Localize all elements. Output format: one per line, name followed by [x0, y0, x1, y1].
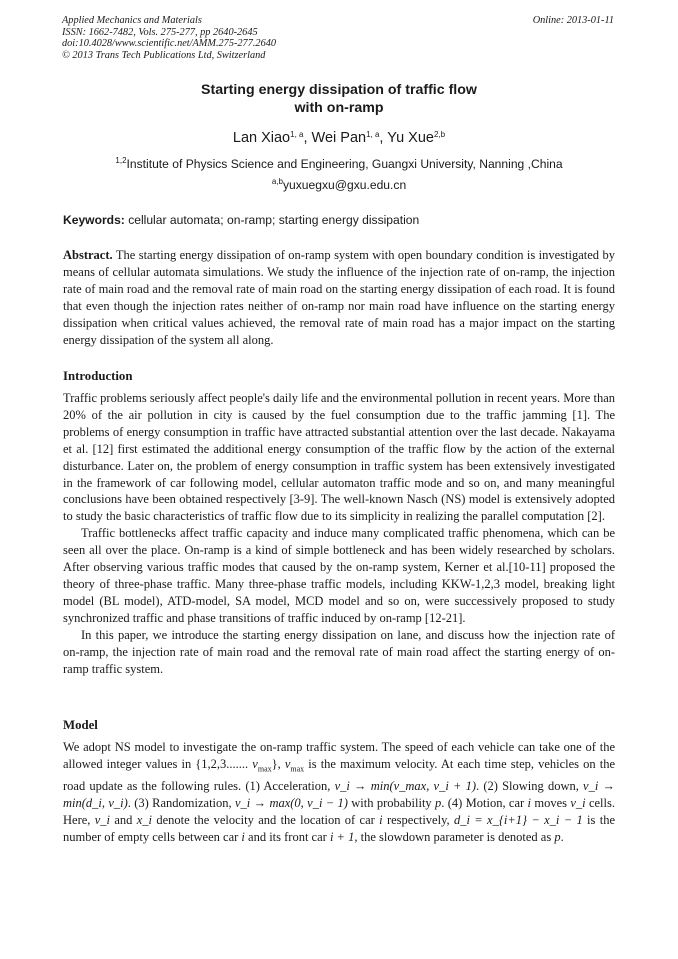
probability-symbol: p — [554, 830, 561, 845]
model-text: cells. Here, — [63, 796, 615, 828]
vmax-symbol: $v_{max}$ — [284, 756, 305, 774]
model-text: moves — [531, 796, 571, 811]
title-line-1: Starting energy dissipation of traffic flow — [201, 82, 477, 98]
abstract-label: Abstract. — [63, 248, 113, 262]
vmax-subscript: max — [257, 764, 272, 774]
model-text: is the maximum velocity. At each time step, vehicles on the road update as the following rules. (1) Acceleration, — [63, 756, 615, 794]
model-text: We adopt NS model to investigate the on-ramp traffic system. The speed of each vehicle can take one of the allowed integer values in {1,2,3....... — [63, 740, 615, 771]
model-paragraph — [63, 739, 615, 846]
email-text: yuxuegxu@gxu.edu.cn — [282, 178, 407, 192]
keywords-label: Keywords: — [63, 213, 125, 227]
equation-acceleration: v_i → min(v_max, v_i + 1) — [334, 779, 477, 794]
affiliation-text: Institute of Physics Science and Engineering, Guangxi University, Nanning ,China — [126, 157, 563, 171]
model-text: and — [110, 813, 137, 828]
model-text: . (3) Randomization, — [127, 796, 235, 811]
equation-slowdown: v_i → min(d_i, v_i) — [63, 779, 615, 811]
model-text: }, — [271, 756, 285, 771]
car-index-symbol: i — [241, 830, 245, 845]
introduction-heading: Introduction — [63, 369, 133, 383]
model-text: is the number of empty cells between car — [63, 813, 615, 845]
copyright-line: © 2013 Trans Tech Publications Ltd, Switzerland — [62, 49, 266, 61]
model-text: respectively, — [382, 813, 454, 828]
author-affil-mark: 2,b — [433, 130, 446, 139]
journal-name: Applied Mechanics and Materials — [62, 15, 202, 26]
location-symbol: x_i — [136, 813, 153, 828]
model-heading: Model — [63, 718, 98, 732]
model-text: . — [560, 830, 564, 845]
equation-randomization: v_i → max(0, v_i − 1) — [235, 796, 348, 811]
abstract — [63, 247, 615, 348]
email-mark: a,b — [271, 177, 283, 186]
abstract-text: The starting energy dissipation of on-ramp system with open boundary condition is investigated by means of cellular automata simulations. We study the influence of the injection rate of on-ramp, the injection rate of main road and the removal rate of main road on the starting energy dissipation of each road. It is found that even though the injection rates neither of on-ramp nor main road have influence on the starting energy dissipation when critical values achieved, the removal rate of main road has a major impact on the starting energy dissipation of the system all along. — [63, 248, 615, 347]
equation-gap: d_i = x_{i+1} − x_i − 1 — [453, 813, 583, 828]
model-text: denote the velocity and the location of car — [152, 813, 380, 828]
paper-title — [0, 81, 678, 117]
model-text: and its front car — [244, 830, 330, 845]
title-line-2: with on-ramp — [294, 100, 384, 116]
intro-paragraph-2: Traffic bottlenecks affect traffic capacity and induce many complicated traffic phenomena, which can be seen all over the place. On-ramp is a kind of simple bottleneck and has been widely researched by scholars. After observing various traffic modes that caused by the on-ramp system, Kerner et al.[10-11] proposed the theory of three-phase traffic. Many three-phase traffic models, including KKW-1,2,3 model, breaking light model (BL model), ATD-model, SA model, MCD model and so on, were successively proposed to study synchronized traffic and phase transitions of traffic induced by on-ramp [12-21]. — [63, 526, 615, 625]
model-text: . (4) Motion, car — [441, 796, 528, 811]
author-email — [0, 177, 678, 193]
author-affil-mark: 1, a — [290, 130, 304, 139]
author-affil-mark: 1, a — [366, 130, 380, 139]
model-text: , the slowdown parameter is denoted as — [354, 830, 555, 845]
author-name: Wei Pan — [311, 130, 367, 146]
model-section — [63, 739, 615, 846]
keywords — [63, 212, 615, 228]
affiliation — [0, 156, 678, 172]
probability-symbol: p — [435, 796, 442, 811]
introduction-section — [63, 390, 615, 677]
vmax-symbol: $v_{max}$ — [252, 756, 272, 774]
model-text: . (2) Slowing down, — [476, 779, 584, 794]
front-car-index: i + 1 — [329, 830, 355, 845]
journal-meta — [62, 15, 276, 61]
affiliation-mark: 1,2 — [115, 156, 127, 165]
intro-paragraph-3: In this paper, we introduce the starting energy dissipation on lane, and discuss how the injection rate of on-ramp, the injection rate of main road and the removal rate of main road affect the starting energy of on-ramp traffic system. — [63, 627, 615, 676]
velocity-symbol: v_i — [94, 813, 111, 828]
intro-paragraph-1: Traffic problems seriously affect people's daily life and the environmental pollution in recent years. More than 20% of the air pollution in city is caused by the fuel consumption due to the traffic jamming [1]. The problems of energy consumption in traffic have attracted substantial attention over the last decade. Nakayama et al. [12] first estimated the additional energy consumption of the traffic flow by the action of the external disturbance. Later on, the problem of energy consumption in traffic system has been extensively investigated in the framework of car following model, cellular automaton traffic mode and so on, and many meaningful conclusions have been obtained respectively [3-9]. The well-known Nasch (NS) model is extensively adopted to study the basic characteristics of traffic flow due to its simplicity in realizing the parallel computation [2]. — [63, 391, 615, 524]
issn-line: ISSN: 1662-7482, Vols. 275-277, pp 2640-2645 — [62, 26, 258, 38]
online-date: Online: 2013-01-11 — [532, 15, 614, 26]
author-name: Yu Xue — [387, 130, 434, 146]
doi-line: doi:10.4028/www.scientific.net/AMM.275-277.2640 — [62, 38, 277, 49]
author-name: Lan Xiao — [232, 130, 291, 146]
car-index-symbol: i — [379, 813, 383, 828]
author-list: Lan Xiao$^{1, a}$, Wei Pan$^{1, a}$, Yu Xue$^{2,b}$ — [232, 130, 446, 146]
car-index-symbol: i — [527, 796, 532, 811]
model-text: with probability — [347, 796, 436, 811]
velocity-symbol: v_i — [570, 796, 586, 811]
keywords-text: cellular automata; on-ramp; starting energy dissipation — [124, 213, 420, 227]
